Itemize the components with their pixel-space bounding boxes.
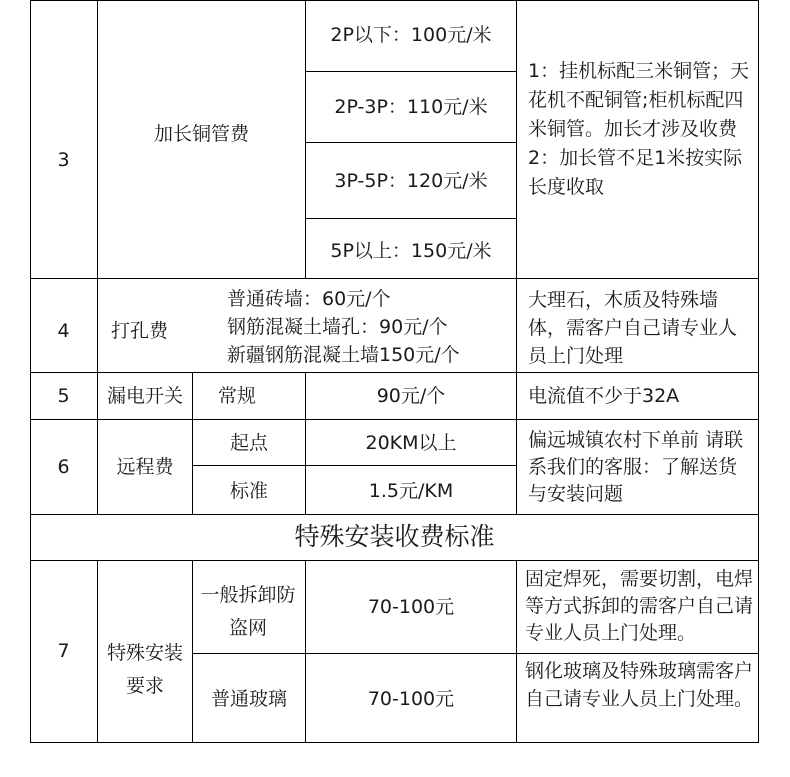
row-number: 3 (57, 149, 70, 171)
row-number: 5 (57, 385, 70, 407)
price-value: 70-100元 (367, 596, 455, 618)
spec-label: 标准 (229, 480, 268, 502)
row-divider (192, 465, 516, 466)
col-divider (30, 0, 31, 743)
row-divider (305, 142, 516, 143)
item-name: 特殊安装要求 (106, 642, 183, 697)
item-name: 加长铜管费 (153, 123, 249, 145)
row-divider (305, 71, 516, 72)
spec-label: 一般拆卸防盗网 (200, 584, 296, 639)
col-divider (97, 560, 98, 743)
row-number: 6 (57, 456, 70, 478)
spec-label: 起点 (229, 432, 268, 454)
row-divider (30, 278, 759, 279)
price-tier: 3P-5P：120元/米 (334, 170, 488, 192)
note-text: 钢化玻璃及特殊玻璃需客户自己请专业人员上门处理。 (525, 660, 754, 710)
price-tier: 2P以下：100元/米 (330, 24, 492, 46)
price-value: 20KM以上 (365, 432, 457, 454)
price-value: 90元/个 (376, 385, 446, 407)
note-text: 偏远城镇农村下单前 请联系我们的客服：了解送货与安装问题 (528, 429, 744, 505)
col-divider (192, 560, 193, 743)
hole-fee-line: 新疆钢筋混凝土墙150元/个 (227, 344, 460, 366)
section-title: 特殊安装收费标准 (294, 522, 495, 551)
col-divider (97, 0, 98, 515)
note-text: 电流值不少于32A (528, 385, 680, 407)
item-name: 远程费 (116, 456, 174, 478)
row-number: 7 (57, 640, 70, 662)
col-divider (516, 0, 517, 515)
fee-table (30, 0, 759, 743)
col-divider (758, 0, 759, 743)
row-divider (30, 514, 759, 515)
price-value: 1.5元/KM (368, 480, 454, 502)
note-text: 大理石，木质及特殊墙体，需客户自己请专业人员上门处理 (528, 289, 738, 367)
row-divider (30, 560, 759, 561)
col-divider (516, 560, 517, 743)
note-text: 固定焊死，需要切割，电焊等方式拆卸的需客户自己请专业人员上门处理。 (525, 568, 754, 644)
row-divider (305, 218, 516, 219)
row-number: 4 (57, 320, 70, 342)
hole-fee-line: 钢筋混凝土墙孔：90元/个 (227, 316, 448, 338)
row-divider (30, 419, 759, 420)
row-divider (192, 653, 759, 654)
hole-fee-line: 普通砖墙：60元/个 (227, 288, 391, 310)
spec-label: 普通玻璃 (210, 688, 287, 710)
price-value: 70-100元 (367, 688, 455, 710)
col-divider (305, 560, 306, 743)
item-name: 漏电开关 (106, 385, 183, 407)
spec-label: 常规 (218, 385, 257, 407)
row-divider (30, 742, 759, 743)
note-text: 1：挂机标配三米铜管；天花机不配铜管;柜机标配四米铜管。加长才涉及收费 2：加长管不足1米按实际长度收取 (528, 60, 750, 198)
item-name: 打孔费 (111, 320, 169, 342)
price-tier: 5P以上：150元/米 (330, 240, 492, 262)
price-tier: 2P-3P：110元/米 (334, 96, 488, 118)
row-divider (30, 0, 759, 1)
row-divider (30, 372, 759, 373)
